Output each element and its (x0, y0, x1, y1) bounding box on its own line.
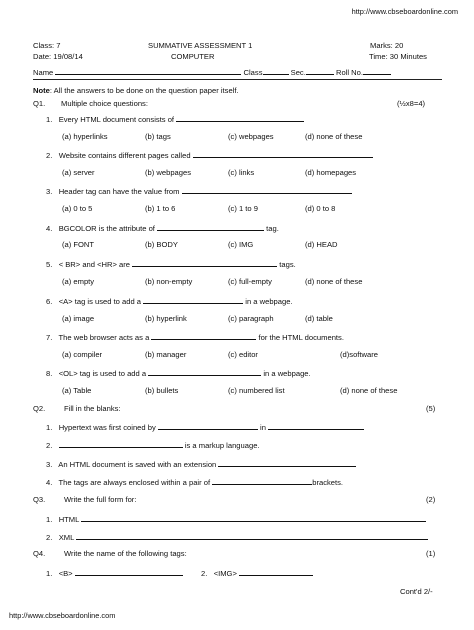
option-b[interactable]: (b) bullets (145, 386, 179, 395)
option-c[interactable]: (c) editor (228, 350, 258, 359)
q2-item-2 (46, 440, 260, 450)
option-b[interactable]: (b) webpages (145, 168, 192, 177)
item-number: 4. (46, 224, 53, 233)
question-text-end: tags. (279, 260, 296, 269)
answer-blank[interactable] (81, 514, 426, 522)
question-text-end: in a webpage. (245, 297, 293, 306)
class-field[interactable] (263, 67, 289, 75)
exam-title: SUMMATIVE ASSESSMENT 1 (148, 41, 253, 50)
option-a[interactable]: (a) 0 to 5 (62, 204, 93, 213)
answer-blank[interactable] (158, 422, 258, 430)
q1-item-5 (46, 259, 296, 269)
item-number: 1. (46, 423, 53, 432)
item-number: 7. (46, 333, 53, 342)
item-number: 6. (46, 297, 53, 306)
question-text: < BR> and <HR> are (58, 260, 131, 269)
name-field[interactable] (55, 67, 241, 75)
item-number: 2. (201, 569, 208, 578)
q4-title: Write the name of the following tags: (64, 549, 187, 558)
option-d[interactable]: (d) none of these (305, 132, 363, 141)
question-text: HTML (58, 515, 80, 524)
answer-blank[interactable] (59, 440, 183, 448)
item-number: 3. (46, 187, 53, 196)
question-text: An HTML document is saved with an extension (58, 460, 217, 469)
option-a[interactable]: (a) empty (62, 277, 95, 286)
option-c[interactable]: (c) links (228, 168, 255, 177)
footer-url: http://www.cbseboardonline.com (9, 611, 116, 620)
question-text-end: in a webpage. (263, 369, 311, 378)
option-c[interactable]: (c) numbered list (228, 386, 285, 395)
item-number: 1. (46, 515, 53, 524)
answer-blank-2[interactable] (268, 422, 364, 430)
q3-item-2 (46, 532, 428, 542)
student-info-line (33, 67, 391, 77)
question-text: Header tag can have the value from (58, 187, 180, 196)
question-text: <IMG> (213, 569, 237, 578)
answer-blank[interactable] (176, 114, 304, 122)
q3-marks: (2) (426, 495, 436, 504)
question-text: <OL> tag is used to add a (58, 369, 147, 378)
answer-blank[interactable] (75, 568, 183, 576)
q3-title: Write the full form for: (64, 495, 137, 504)
option-a[interactable]: (a) image (62, 314, 95, 323)
item-number: 2. (46, 441, 53, 450)
item-number: 2. (46, 151, 53, 160)
option-d[interactable]: (d)software (340, 350, 378, 359)
item-number: 3. (46, 460, 53, 469)
item-number: 1. (46, 569, 53, 578)
roll-field[interactable] (363, 67, 391, 75)
time-label: Time: 30 Minutes (369, 52, 427, 61)
answer-blank[interactable] (148, 368, 261, 376)
header-divider (33, 79, 442, 80)
option-a[interactable]: (a) server (62, 168, 95, 177)
q2-item-3 (46, 459, 356, 469)
q4-number: Q4. (33, 549, 46, 558)
question-text: <B> (58, 569, 73, 578)
question-text-end: brackets. (312, 478, 344, 487)
note-label: Note (33, 86, 50, 95)
roll-label: Roll No. (335, 68, 363, 77)
question-text: Every HTML document consists of (58, 115, 175, 124)
option-a[interactable]: (a) compiler (62, 350, 103, 359)
q1-marks: (½x8=4) (397, 99, 426, 108)
option-b[interactable]: (b) BODY (145, 240, 178, 249)
q4-marks: (1) (426, 549, 436, 558)
answer-blank[interactable] (193, 150, 373, 158)
answer-blank[interactable] (132, 259, 277, 267)
note-text: : All the answers to be done on the question paper itself. (49, 86, 239, 95)
option-d[interactable]: (d) 0 to 8 (305, 204, 336, 213)
name-label: Name (33, 68, 54, 77)
q4-item-2 (201, 568, 313, 578)
class-label: Class: 7 (33, 41, 61, 50)
item-number: 8. (46, 369, 53, 378)
option-a[interactable]: (a) FONT (62, 240, 95, 249)
item-number: 2. (46, 533, 53, 542)
q3-item-1 (46, 514, 426, 524)
answer-blank[interactable] (218, 459, 356, 467)
q1-item-8 (46, 368, 311, 378)
option-b[interactable]: (b) tags (145, 132, 171, 141)
header-url: http://www.cbseboardonline.com (351, 7, 458, 16)
option-d[interactable]: (d) HEAD (305, 240, 338, 249)
option-b[interactable]: (b) non-empty (145, 277, 193, 286)
q4-item-1 (46, 568, 183, 578)
option-a[interactable]: (a) hyperlinks (62, 132, 108, 141)
subject-label: COMPUTER (171, 52, 215, 61)
option-b[interactable]: (b) hyperlink (145, 314, 187, 323)
q1-item-1 (46, 114, 304, 124)
sec-field[interactable] (306, 67, 334, 75)
option-c[interactable]: (c) paragraph (228, 314, 274, 323)
question-text: Website contains different pages called (58, 151, 191, 160)
q3-number: Q3. (33, 495, 46, 504)
option-b[interactable]: (b) manager (145, 350, 187, 359)
q1-title: Multiple choice questions: (61, 99, 148, 108)
question-text-end: tag. (266, 224, 279, 233)
item-number: 1. (46, 115, 53, 124)
q2-title: Fill in the blanks: (64, 404, 121, 413)
option-c[interactable]: (c) webpages (228, 132, 274, 141)
question-text: The web browser acts as a (58, 333, 150, 342)
q2-marks: (5) (426, 404, 436, 413)
option-a[interactable]: (a) Table (62, 386, 92, 395)
option-c[interactable]: (c) IMG (228, 240, 254, 249)
answer-blank[interactable] (182, 186, 352, 194)
q1-item-4 (46, 223, 279, 233)
question-text: <A> tag is used to add a (58, 297, 142, 306)
question-text: Hypertext was first coined by (58, 423, 156, 432)
answer-blank[interactable] (239, 568, 313, 576)
note (33, 86, 239, 95)
q1-item-2 (46, 150, 373, 160)
q2-item-4 (46, 477, 343, 487)
answer-blank[interactable] (143, 296, 243, 304)
sec-label: Sec. (290, 68, 306, 77)
question-text: The tags are always enclosed within a pair of (58, 478, 211, 487)
question-text-end: for the HTML documents. (258, 333, 344, 342)
q2-number: Q2. (33, 404, 46, 413)
q2-item-1 (46, 422, 364, 432)
answer-blank[interactable] (157, 223, 264, 231)
item-number: 4. (46, 478, 53, 487)
q1-number: Q1. (33, 99, 46, 108)
q1-item-3 (46, 186, 352, 196)
q1-item-7 (46, 332, 344, 342)
option-c[interactable]: (c) full-empty (228, 277, 272, 286)
answer-blank[interactable] (151, 332, 256, 340)
marks-label: Marks: 20 (370, 41, 404, 50)
class-field-label: Class (243, 68, 263, 77)
item-number: 5. (46, 260, 53, 269)
question-text-mid: in (260, 423, 266, 432)
question-text: BGCOLOR is the attribute of (58, 224, 155, 233)
option-c[interactable]: (c) 1 to 9 (228, 204, 258, 213)
option-d[interactable]: (d) table (305, 314, 333, 323)
option-d[interactable]: (d) homepages (305, 168, 357, 177)
question-text: XML (58, 533, 75, 542)
q1-item-6 (46, 296, 293, 306)
option-b[interactable]: (b) 1 to 6 (145, 204, 176, 213)
date-label: Date: 19/08/14 (33, 52, 83, 61)
continued-note: Cont'd 2/- (400, 587, 433, 596)
answer-blank[interactable] (212, 477, 312, 485)
option-d[interactable]: (d) none of these (340, 386, 398, 395)
question-text: is a markup language. (184, 441, 260, 450)
option-d[interactable]: (d) none of these (305, 277, 363, 286)
answer-blank[interactable] (76, 532, 428, 540)
